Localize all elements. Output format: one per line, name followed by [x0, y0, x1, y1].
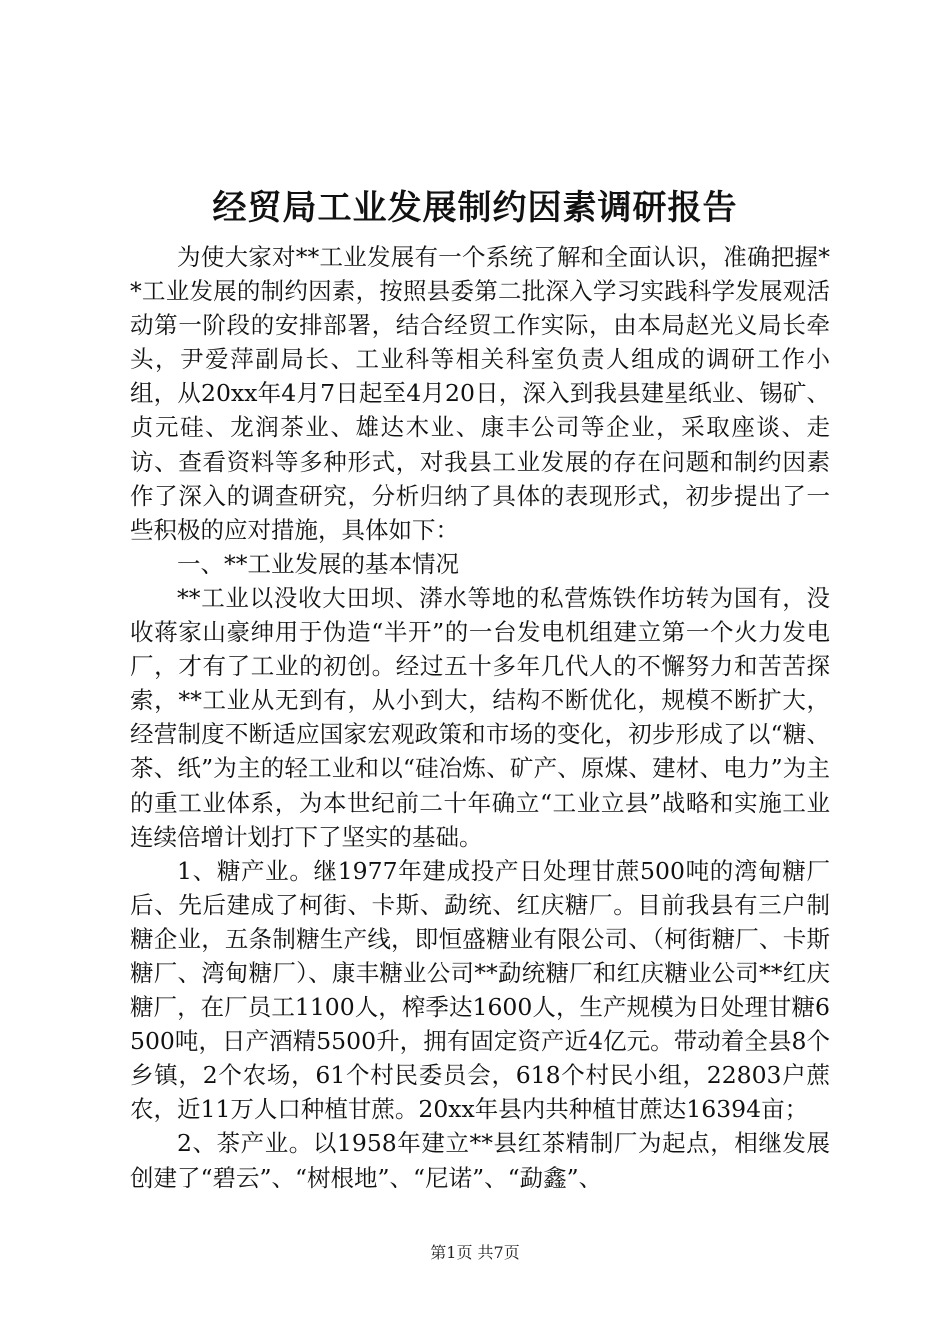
paragraph-sugar-industry: 1、糖产业。继1977年建成投产日处理甘蔗500吨的湾甸糖厂后、先后建成了柯街、卡斯、勐统、红庆糖厂。目前我县有三户制糖企业，五条制糖生产线，即恒盛糖业有限公司、（柯街糖厂、卡斯糖厂、湾甸糖厂）、康丰糖业公司**勐统糖厂和红庆糖业公司**红庆糖厂，在厂员工1100人，榨季达1600人，生产规模为日处理甘糖6500吨，日产酒精5500升，拥有固定资产近4亿元。带动着全县8个乡镇，2个农场，61个村民委员会，618个村民小组，22803户蔗农，近11万人口种植甘蔗。20xx年县内共种植甘蔗达16394亩；: [130, 856, 830, 1124]
section-heading-basic-situation: 一、**工业发展的基本情况: [177, 549, 459, 578]
paragraph-history: **工业以没收大田坝、漭水等地的私营炼铁作坊转为国有，没收蒋家山豪绅用于伪造“半开”的一台发电机组建立第一个火力发电厂，才有了工业的初创。经过五十多年几代人的不懈努力和苦苦探索，**工业从无到有，从小到大，结构不断优化，规模不断扩大，经营制度不断适应国家宏观政策和市场的变化，初步形成了以“糖、茶、纸”为主的轻工业和以“硅冶炼、矿产、原煤、建材、电力”为主的重工业体系，为本世纪前二十年确立“工业立县”战略和实施工业连续倍增计划打下了坚实的基础。: [130, 583, 830, 851]
page-number-footer: 第1页 共7页: [430, 1243, 520, 1262]
paragraph-intro: 为使大家对**工业发展有一个系统了解和全面认识，准确把握**工业发展的制约因素，按照县委第二批深入学习实践科学发展观活动第一阶段的安排部署，结合经贸工作实际，由本局赵光义局长牵头，尹爱萍副局长、工业科等相关科室负责人组成的调研工作小组，从20xx年4月7日起至4月20日，深入到我县建星纸业、锡矿、贞元硅、龙润茶业、雄达木业、康丰公司等企业，采取座谈、走访、查看资料等多种形式，对我县工业发展的存在问题和制约因素作了深入的调查研究，分析归纳了具体的表现形式，初步提出了一些积极的应对措施，具体如下：: [130, 243, 830, 544]
document-title: 经贸局工业发展制约因素调研报告: [212, 188, 738, 228]
document-body: [130, 240, 830, 1195]
paragraph-tea-industry: 2、茶产业。以1958年建立**县红茶精制厂为起点，相继发展创建了“碧云”、“树根地”、“尼诺”、“勐鑫”、: [130, 1129, 830, 1192]
